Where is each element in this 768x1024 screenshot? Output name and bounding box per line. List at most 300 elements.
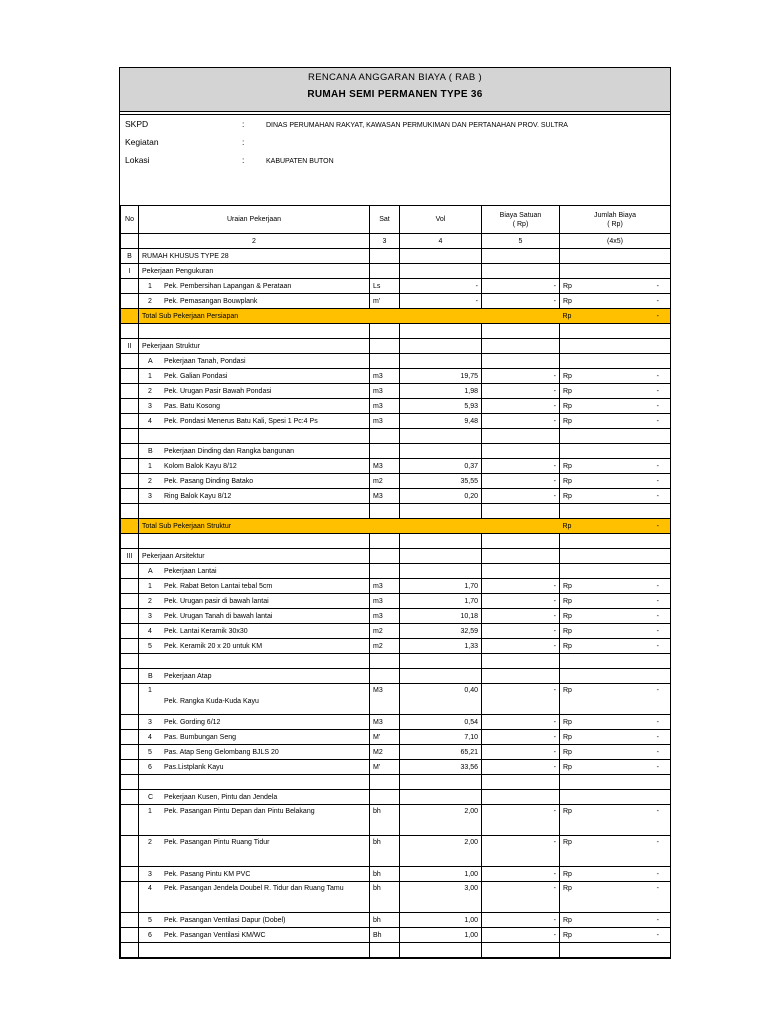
empty-cell xyxy=(121,775,139,790)
empty-cell xyxy=(400,429,482,444)
item-unit-price: - xyxy=(482,867,560,882)
col-jumlah-biaya xyxy=(560,206,671,234)
item-description xyxy=(139,399,370,414)
subtotal-amount xyxy=(560,519,671,534)
amount-value: - xyxy=(656,916,659,924)
item-total xyxy=(560,730,671,745)
currency-label: Rp xyxy=(563,642,572,650)
amount-value: - xyxy=(656,763,659,771)
item-unit-price: - xyxy=(482,459,560,474)
col-jumlah-biaya-unit: ( Rp) xyxy=(607,220,623,228)
empty-cell xyxy=(560,534,671,549)
row-number xyxy=(121,913,139,928)
item-text: Pekerjaan Tanah, Pondasi xyxy=(164,357,246,365)
item-total xyxy=(560,249,671,264)
item-description xyxy=(139,684,370,715)
table-row xyxy=(121,489,671,504)
item-unit-price: - xyxy=(482,399,560,414)
empty-cell xyxy=(400,309,482,324)
item-description xyxy=(139,867,370,882)
sub-number: 3 xyxy=(148,402,152,410)
empty-cell xyxy=(400,943,482,958)
row-number xyxy=(121,882,139,913)
blank-row xyxy=(121,534,671,549)
item-volume xyxy=(400,444,482,459)
item-total xyxy=(560,564,671,579)
empty-cell xyxy=(560,654,671,669)
info-value: DINAS PERUMAHAN RAKYAT, KAWASAN PERMUKIMAN DAN PERTANAHAN PROV. SULTRA xyxy=(266,122,568,129)
sub-number: 1 xyxy=(148,582,152,590)
column-number-row xyxy=(121,234,671,249)
item-volume: 1,00 xyxy=(400,928,482,943)
sub-number: 2 xyxy=(148,387,152,395)
empty-cell xyxy=(370,654,400,669)
row-number xyxy=(121,760,139,775)
item-text: Pek. Pembersihan Lapangan & Perataan xyxy=(164,282,292,290)
item-unit-price xyxy=(482,444,560,459)
currency-label: Rp xyxy=(563,282,572,290)
item-description xyxy=(139,805,370,836)
table-row xyxy=(121,715,671,730)
item-volume: 33,56 xyxy=(400,760,482,775)
item-unit-price: - xyxy=(482,913,560,928)
info-label: Kegiatan xyxy=(125,137,159,147)
item-volume: 1,33 xyxy=(400,639,482,654)
item-description xyxy=(139,564,370,579)
row-number xyxy=(121,684,139,715)
sub-number: 3 xyxy=(148,718,152,726)
item-unit: m2 xyxy=(370,474,400,489)
item-unit-price: - xyxy=(482,489,560,504)
table-row xyxy=(121,882,671,913)
item-text: Pas. Batu Kosong xyxy=(164,402,221,410)
item-description xyxy=(139,354,370,369)
empty-cell xyxy=(121,654,139,669)
item-total xyxy=(560,594,671,609)
item-unit-price: - xyxy=(482,474,560,489)
blank-row xyxy=(121,654,671,669)
item-description xyxy=(139,279,370,294)
row-number xyxy=(121,459,139,474)
item-unit: m3 xyxy=(370,384,400,399)
col-biaya-satuan-label: Biaya Satuan xyxy=(499,211,542,219)
item-volume: - xyxy=(400,279,482,294)
item-volume: 1,70 xyxy=(400,579,482,594)
item-volume: 1,00 xyxy=(400,913,482,928)
table-row xyxy=(121,369,671,384)
currency-label: Rp xyxy=(563,582,572,590)
item-unit: M3 xyxy=(370,684,400,715)
empty-cell xyxy=(482,504,560,519)
item-unit: m3 xyxy=(370,594,400,609)
item-description xyxy=(139,913,370,928)
currency-label: Rp xyxy=(563,597,572,605)
item-text: Pek. Pasangan Jendela Doubel R. Tidur dan Ruang Tamu xyxy=(164,885,344,892)
empty-cell xyxy=(370,324,400,339)
colnum-vol: 4 xyxy=(400,234,482,249)
item-total xyxy=(560,399,671,414)
amount-value: - xyxy=(656,687,659,694)
row-number xyxy=(121,745,139,760)
empty-cell xyxy=(139,943,370,958)
row-number: I xyxy=(121,264,139,279)
item-description xyxy=(139,609,370,624)
empty-cell xyxy=(482,654,560,669)
amount-value: - xyxy=(656,748,659,756)
empty-cell xyxy=(121,943,139,958)
amount-value: - xyxy=(656,477,659,485)
table-row xyxy=(121,836,671,867)
subtotal-label: Total Sub Pekerjaan Struktur xyxy=(139,519,370,534)
item-unit-price xyxy=(482,790,560,805)
table-row xyxy=(121,867,671,882)
item-text: Pek. Lantai Keramik 30x30 xyxy=(164,627,248,635)
item-description xyxy=(139,790,370,805)
empty-cell xyxy=(139,775,370,790)
item-unit-price: - xyxy=(482,730,560,745)
item-unit-price: - xyxy=(482,624,560,639)
item-volume: - xyxy=(400,294,482,309)
item-volume: 65,21 xyxy=(400,745,482,760)
currency-label: Rp xyxy=(563,492,572,500)
item-total xyxy=(560,669,671,684)
item-text: Ring Balok Kayu 8/12 xyxy=(164,492,232,500)
item-description xyxy=(139,294,370,309)
item-total xyxy=(560,459,671,474)
item-volume: 1,70 xyxy=(400,594,482,609)
item-unit xyxy=(370,549,400,564)
info-colon: : xyxy=(242,137,245,147)
empty-cell xyxy=(139,429,370,444)
table-row xyxy=(121,684,671,715)
item-unit-price: - xyxy=(482,384,560,399)
item-unit-price: - xyxy=(482,594,560,609)
info-block xyxy=(120,115,670,205)
item-volume: 0,40 xyxy=(400,684,482,715)
item-unit-price xyxy=(482,564,560,579)
table-row xyxy=(121,279,671,294)
empty-cell xyxy=(560,775,671,790)
item-volume xyxy=(400,264,482,279)
empty-cell xyxy=(121,324,139,339)
row-number: III xyxy=(121,549,139,564)
currency-label: Rp xyxy=(563,627,572,635)
item-total xyxy=(560,444,671,459)
row-number: B xyxy=(121,249,139,264)
item-unit: Ls xyxy=(370,279,400,294)
amount-value: - xyxy=(656,417,659,425)
item-description xyxy=(139,928,370,943)
info-colon: : xyxy=(242,155,245,165)
item-unit-price xyxy=(482,549,560,564)
item-unit: M3 xyxy=(370,459,400,474)
table-row xyxy=(121,474,671,489)
title-block xyxy=(120,68,670,112)
info-value: KABUPATEN BUTON xyxy=(266,158,334,165)
currency-label: Rp xyxy=(563,733,572,741)
table-row xyxy=(121,264,671,279)
table-row xyxy=(121,805,671,836)
item-text: Pas. Bumbungan Seng xyxy=(164,733,236,741)
amount-value: - xyxy=(656,312,659,320)
item-total xyxy=(560,928,671,943)
empty-cell xyxy=(400,775,482,790)
item-unit xyxy=(370,339,400,354)
item-unit: M2 xyxy=(370,745,400,760)
item-unit: bh xyxy=(370,913,400,928)
item-unit: m3 xyxy=(370,609,400,624)
sub-number: 2 xyxy=(148,297,152,305)
item-text: Pek. Pasangan Pintu Depan dan Pintu Belakang xyxy=(164,808,315,815)
sub-number: C xyxy=(148,793,154,801)
table-row xyxy=(121,669,671,684)
item-unit: bh xyxy=(370,867,400,882)
item-volume: 9,48 xyxy=(400,414,482,429)
item-total xyxy=(560,414,671,429)
item-text: Kolom Balok Kayu 8/12 xyxy=(164,462,237,470)
item-text: Pekerjaan Lantai xyxy=(164,567,217,575)
item-total xyxy=(560,339,671,354)
row-number xyxy=(121,790,139,805)
row-number xyxy=(121,867,139,882)
currency-label: Rp xyxy=(563,931,572,939)
row-number xyxy=(121,579,139,594)
currency-label: Rp xyxy=(563,839,572,846)
sub-number: 2 xyxy=(148,597,152,605)
item-text: Pek. Rangka Kuda-Kuda Kayu xyxy=(164,698,259,705)
item-description xyxy=(139,669,370,684)
amount-value: - xyxy=(656,522,659,530)
item-text: Pek. Galian Pondasi xyxy=(164,372,228,380)
item-total xyxy=(560,867,671,882)
item-unit-price: - xyxy=(482,414,560,429)
amount-value: - xyxy=(656,885,659,892)
table-row xyxy=(121,339,671,354)
item-unit-price: - xyxy=(482,579,560,594)
item-volume xyxy=(400,564,482,579)
empty-cell xyxy=(400,534,482,549)
empty-cell xyxy=(121,309,139,324)
row-number xyxy=(121,279,139,294)
col-uraian: Uraian Pekerjaan xyxy=(139,206,370,234)
sub-number: 3 xyxy=(148,612,152,620)
item-unit: bh xyxy=(370,836,400,867)
item-unit xyxy=(370,790,400,805)
item-unit-price: - xyxy=(482,639,560,654)
item-description xyxy=(139,882,370,913)
table-row xyxy=(121,249,671,264)
item-text: Pek. Gording 6/12 xyxy=(164,718,221,726)
col-no: No xyxy=(121,206,139,234)
currency-label: Rp xyxy=(562,312,572,320)
item-total xyxy=(560,684,671,715)
amount-value: - xyxy=(656,627,659,635)
item-text: Pekerjaan Dinding dan Rangka bangunan xyxy=(164,447,294,455)
currency-label: Rp xyxy=(563,372,572,380)
empty-cell xyxy=(482,429,560,444)
amount-value: - xyxy=(656,282,659,290)
row-number xyxy=(121,805,139,836)
item-unit-price: - xyxy=(482,715,560,730)
currency-label: Rp xyxy=(563,763,572,771)
item-total xyxy=(560,836,671,867)
item-text: Pas.Listplank Kayu xyxy=(164,763,224,771)
empty-cell xyxy=(560,429,671,444)
item-text: RUMAH KHUSUS TYPE 28 xyxy=(142,252,229,260)
info-row-kegiatan xyxy=(125,137,266,147)
item-text: Pek. Pasang Dinding Batako xyxy=(164,477,254,485)
item-total xyxy=(560,715,671,730)
item-description xyxy=(139,264,370,279)
currency-label: Rp xyxy=(563,870,572,878)
item-total xyxy=(560,624,671,639)
row-number xyxy=(121,594,139,609)
item-text: Pek. Rabat Beton Lantai tebal 5cm xyxy=(164,582,273,590)
item-unit-price xyxy=(482,669,560,684)
item-unit-price: - xyxy=(482,928,560,943)
empty-cell xyxy=(482,534,560,549)
sub-number: 1 xyxy=(148,282,152,290)
row-number xyxy=(121,354,139,369)
item-volume: 32,59 xyxy=(400,624,482,639)
info-label: Lokasi xyxy=(125,155,150,165)
table-row xyxy=(121,459,671,474)
item-description xyxy=(139,489,370,504)
item-unit-price xyxy=(482,264,560,279)
empty-cell xyxy=(560,504,671,519)
sub-number: 2 xyxy=(148,839,152,846)
empty-cell xyxy=(370,309,400,324)
item-unit-price xyxy=(482,249,560,264)
sub-number: 1 xyxy=(148,687,152,694)
item-volume xyxy=(400,339,482,354)
row-number xyxy=(121,384,139,399)
item-unit-price: - xyxy=(482,294,560,309)
table-row xyxy=(121,579,671,594)
item-description xyxy=(139,549,370,564)
row-number xyxy=(121,639,139,654)
table-row xyxy=(121,913,671,928)
item-text: Pekerjaan Arsitektur xyxy=(142,552,205,560)
amount-value: - xyxy=(656,492,659,500)
col-vol: Vol xyxy=(400,206,482,234)
item-text: Pek. Pemasangan Bouwplank xyxy=(164,297,258,305)
item-total xyxy=(560,369,671,384)
amount-value: - xyxy=(656,808,659,815)
item-text: Pek. Pondasi Menerus Batu Kali, Spesi 1 Pc:4 Ps xyxy=(164,417,318,425)
blank-row xyxy=(121,943,671,958)
sub-number: 4 xyxy=(148,627,152,635)
blank-row xyxy=(121,775,671,790)
item-text: Pek. Urugan pasir di bawah lantai xyxy=(164,597,269,605)
item-total xyxy=(560,264,671,279)
empty-cell xyxy=(370,504,400,519)
rab-sheet xyxy=(119,67,671,959)
item-total xyxy=(560,474,671,489)
blank-row xyxy=(121,429,671,444)
empty-cell xyxy=(121,534,139,549)
currency-label: Rp xyxy=(563,808,572,815)
item-volume: 3,00 xyxy=(400,882,482,913)
sub-number: 4 xyxy=(148,885,152,892)
amount-value: - xyxy=(656,642,659,650)
item-total xyxy=(560,489,671,504)
empty-cell xyxy=(482,309,560,324)
item-unit: M3 xyxy=(370,489,400,504)
sub-number: B xyxy=(148,447,153,455)
item-description xyxy=(139,369,370,384)
row-number xyxy=(121,414,139,429)
amount-value: - xyxy=(656,582,659,590)
currency-label: Rp xyxy=(563,387,572,395)
row-number: II xyxy=(121,339,139,354)
subtotal-row xyxy=(121,309,671,324)
item-volume: 1,98 xyxy=(400,384,482,399)
item-text: Pek. Pasangan Ventilasi Dapur (Dobel) xyxy=(164,916,286,924)
item-text: Pas. Atap Seng Gelombang BJLS 20 xyxy=(164,748,279,756)
item-volume xyxy=(400,790,482,805)
colnum-sat: 3 xyxy=(370,234,400,249)
sub-number: A xyxy=(148,357,153,365)
info-row-lokasi xyxy=(125,155,334,165)
item-unit: m3 xyxy=(370,399,400,414)
item-unit-price: - xyxy=(482,609,560,624)
empty-cell xyxy=(560,324,671,339)
table-row xyxy=(121,564,671,579)
col-jumlah-biaya-label: Jumlah Biaya xyxy=(593,211,637,219)
table-row xyxy=(121,384,671,399)
currency-label: Rp xyxy=(563,748,572,756)
item-volume: 2,00 xyxy=(400,805,482,836)
sub-number: 6 xyxy=(148,763,152,771)
amount-value: - xyxy=(656,870,659,878)
table-row xyxy=(121,745,671,760)
item-total xyxy=(560,760,671,775)
item-text: Pek. Pasangan Pintu Ruang Tidur xyxy=(164,839,270,846)
empty-cell xyxy=(400,504,482,519)
item-unit-price: - xyxy=(482,836,560,867)
table-row xyxy=(121,639,671,654)
subtotal-amount xyxy=(560,309,671,324)
item-unit: m3 xyxy=(370,414,400,429)
item-unit: m3 xyxy=(370,369,400,384)
item-volume: 19,75 xyxy=(400,369,482,384)
item-total xyxy=(560,384,671,399)
colnum-satuan: 5 xyxy=(482,234,560,249)
sub-number: 5 xyxy=(148,748,152,756)
table-row xyxy=(121,444,671,459)
item-total xyxy=(560,294,671,309)
empty-cell xyxy=(400,519,482,534)
item-unit xyxy=(370,444,400,459)
item-description xyxy=(139,384,370,399)
sub-number: A xyxy=(148,567,153,575)
item-description xyxy=(139,444,370,459)
empty-cell xyxy=(482,324,560,339)
item-total xyxy=(560,745,671,760)
item-volume: 5,93 xyxy=(400,399,482,414)
sub-number: 3 xyxy=(148,492,152,500)
item-unit-price: - xyxy=(482,745,560,760)
col-sat: Sat xyxy=(370,206,400,234)
item-unit: M3 xyxy=(370,715,400,730)
item-unit: m2 xyxy=(370,639,400,654)
colnum-no xyxy=(121,234,139,249)
item-unit: M' xyxy=(370,730,400,745)
item-unit xyxy=(370,249,400,264)
item-unit: m' xyxy=(370,294,400,309)
currency-label: Rp xyxy=(563,297,572,305)
